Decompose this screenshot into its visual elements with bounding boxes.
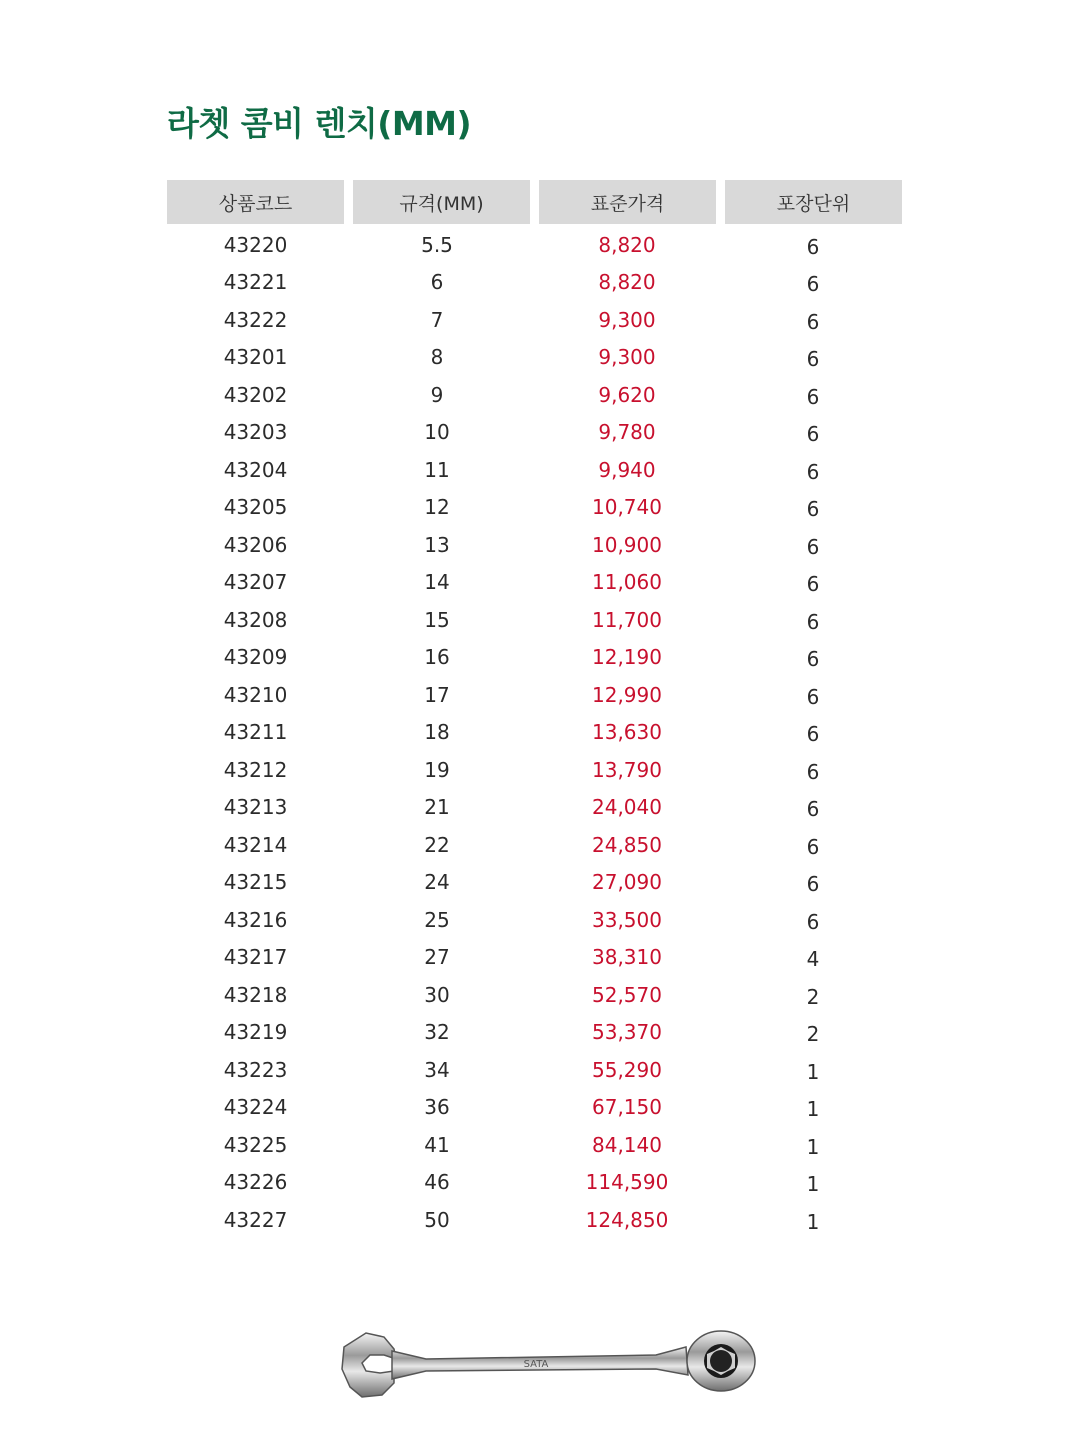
table-row <box>167 451 902 489</box>
pack-unit-cell: 2 <box>806 984 820 1009</box>
header-price: 표준가격 <box>539 180 716 224</box>
pack-unit-cell: 6 <box>806 384 820 409</box>
product-code-cell: 43220 <box>223 232 288 257</box>
table-row <box>167 1164 902 1202</box>
price-cell: 8,820 <box>598 232 656 257</box>
price-cell: 12,190 <box>592 645 662 670</box>
size-cell: 30 <box>424 982 450 1007</box>
open-end <box>342 1333 396 1397</box>
product-code-cell: 43221 <box>223 270 288 295</box>
pack-unit-cell: 6 <box>806 459 820 484</box>
price-cell: 52,570 <box>592 982 662 1007</box>
price-cell: 38,310 <box>592 945 662 970</box>
size-cell: 25 <box>424 907 450 932</box>
table-row <box>167 901 902 939</box>
product-code-cell: 43214 <box>223 832 288 857</box>
size-cell: 17 <box>424 682 450 707</box>
pack-unit-cell: 1 <box>806 1172 820 1197</box>
table-row <box>167 939 902 977</box>
pack-unit-cell: 6 <box>806 872 820 897</box>
table-row <box>167 301 902 339</box>
price-cell: 53,370 <box>592 1020 662 1045</box>
pack-unit-cell: 6 <box>806 534 820 559</box>
size-cell: 6 <box>430 270 444 295</box>
price-cell: 33,500 <box>592 907 662 932</box>
size-cell: 19 <box>424 757 450 782</box>
price-cell: 13,630 <box>592 720 662 745</box>
pack-unit-cell: 6 <box>806 497 820 522</box>
size-cell: 14 <box>424 570 450 595</box>
pack-unit-cell: 6 <box>806 572 820 597</box>
size-cell: 10 <box>424 420 450 445</box>
size-cell: 11 <box>424 457 450 482</box>
price-cell: 55,290 <box>592 1057 662 1082</box>
pack-unit-cell: 1 <box>806 1059 820 1084</box>
table-row <box>167 489 902 527</box>
pack-unit-cell: 6 <box>806 909 820 934</box>
table-row <box>167 826 902 864</box>
pack-unit-cell: 6 <box>806 684 820 709</box>
product-code-cell: 43206 <box>223 532 288 557</box>
table-row <box>167 414 902 452</box>
size-cell: 46 <box>424 1170 450 1195</box>
price-cell: 9,300 <box>598 307 656 332</box>
price-cell: 84,140 <box>592 1132 662 1157</box>
product-code-cell: 43216 <box>223 907 288 932</box>
ratchet-core <box>710 1350 732 1372</box>
price-cell: 12,990 <box>592 682 662 707</box>
pack-unit-cell: 1 <box>806 1134 820 1159</box>
table-row <box>167 339 902 377</box>
price-cell: 11,700 <box>592 607 662 632</box>
price-cell: 24,850 <box>592 832 662 857</box>
product-code-cell: 43213 <box>223 795 288 820</box>
price-cell: 27,090 <box>592 870 662 895</box>
table-row <box>167 264 902 302</box>
table-row <box>167 1126 902 1164</box>
price-cell: 9,780 <box>598 420 656 445</box>
product-code-cell: 43203 <box>223 420 288 445</box>
price-table <box>167 180 902 1239</box>
price-cell: 10,900 <box>592 532 662 557</box>
price-cell: 9,300 <box>598 345 656 370</box>
product-code-cell: 43224 <box>223 1095 288 1120</box>
table-row <box>167 751 902 789</box>
product-code-cell: 43211 <box>223 720 288 745</box>
product-code-cell: 43218 <box>223 982 288 1007</box>
table-row <box>167 789 902 827</box>
brand-mark: SATA <box>523 1359 549 1370</box>
size-cell: 15 <box>424 607 450 632</box>
pack-unit-cell: 6 <box>806 722 820 747</box>
product-code-cell: 43205 <box>223 495 288 520</box>
product-code-cell: 43226 <box>223 1170 288 1195</box>
size-cell: 18 <box>424 720 450 745</box>
table-row <box>167 226 902 264</box>
pack-unit-cell: 6 <box>806 272 820 297</box>
header-product-code: 상품코드 <box>167 180 344 224</box>
size-cell: 7 <box>430 307 444 332</box>
size-cell: 13 <box>424 532 450 557</box>
ratchet-combination-wrench-icon <box>336 1325 756 1405</box>
pack-unit-cell: 6 <box>806 834 820 859</box>
price-cell: 124,850 <box>585 1207 669 1232</box>
table-row <box>167 864 902 902</box>
size-cell: 41 <box>424 1132 450 1157</box>
size-cell: 5.5 <box>421 232 453 257</box>
table-row <box>167 376 902 414</box>
size-cell: 16 <box>424 645 450 670</box>
product-code-cell: 43207 <box>223 570 288 595</box>
table-row <box>167 676 902 714</box>
product-code-cell: 43223 <box>223 1057 288 1082</box>
table-header <box>167 180 902 224</box>
product-code-cell: 43222 <box>223 307 288 332</box>
price-cell: 9,620 <box>598 382 656 407</box>
price-cell: 8,820 <box>598 270 656 295</box>
table-row <box>167 564 902 602</box>
size-cell: 27 <box>424 945 450 970</box>
pack-unit-cell: 2 <box>806 1022 820 1047</box>
header-pack-unit: 포장단위 <box>725 180 902 224</box>
product-code-cell: 43227 <box>223 1207 288 1232</box>
table-row <box>167 1014 902 1052</box>
pack-unit-cell: 1 <box>806 1209 820 1234</box>
product-code-cell: 43215 <box>223 870 288 895</box>
pack-unit-cell: 6 <box>806 347 820 372</box>
table-row <box>167 526 902 564</box>
product-code-cell: 43201 <box>223 345 288 370</box>
pack-unit-cell: 6 <box>806 797 820 822</box>
size-cell: 50 <box>424 1207 450 1232</box>
product-code-cell: 43204 <box>223 457 288 482</box>
product-code-cell: 43208 <box>223 607 288 632</box>
price-cell: 114,590 <box>585 1170 669 1195</box>
size-cell: 21 <box>424 795 450 820</box>
price-cell: 67,150 <box>592 1095 662 1120</box>
page-title: 라쳇 콤비 렌치(MM) <box>167 104 472 143</box>
product-code-cell: 43217 <box>223 945 288 970</box>
size-cell: 32 <box>424 1020 450 1045</box>
product-code-cell: 43212 <box>223 757 288 782</box>
price-cell: 9,940 <box>598 457 656 482</box>
price-cell: 13,790 <box>592 757 662 782</box>
product-code-cell: 43225 <box>223 1132 288 1157</box>
header-size: 규격(MM) <box>353 180 530 224</box>
size-cell: 36 <box>424 1095 450 1120</box>
price-cell: 24,040 <box>592 795 662 820</box>
price-cell: 11,060 <box>592 570 662 595</box>
pack-unit-cell: 6 <box>806 422 820 447</box>
table-row <box>167 639 902 677</box>
table-row <box>167 1201 902 1239</box>
pack-unit-cell: 1 <box>806 1097 820 1122</box>
pack-unit-cell: 4 <box>806 947 820 972</box>
table-row <box>167 714 902 752</box>
pack-unit-cell: 6 <box>806 609 820 634</box>
product-code-cell: 43209 <box>223 645 288 670</box>
product-code-cell: 43210 <box>223 682 288 707</box>
price-cell: 10,740 <box>592 495 662 520</box>
pack-unit-cell: 6 <box>806 309 820 334</box>
pack-unit-cell: 6 <box>806 647 820 672</box>
size-cell: 9 <box>430 382 444 407</box>
size-cell: 34 <box>424 1057 450 1082</box>
size-cell: 24 <box>424 870 450 895</box>
table-row <box>167 1051 902 1089</box>
pack-unit-cell: 6 <box>806 759 820 784</box>
table-row <box>167 601 902 639</box>
product-code-cell: 43202 <box>223 382 288 407</box>
table-body <box>167 226 902 1239</box>
size-cell: 8 <box>430 345 444 370</box>
table-row <box>167 1089 902 1127</box>
size-cell: 12 <box>424 495 450 520</box>
table-row <box>167 976 902 1014</box>
product-code-cell: 43219 <box>223 1020 288 1045</box>
size-cell: 22 <box>424 832 450 857</box>
pack-unit-cell: 6 <box>806 234 820 259</box>
